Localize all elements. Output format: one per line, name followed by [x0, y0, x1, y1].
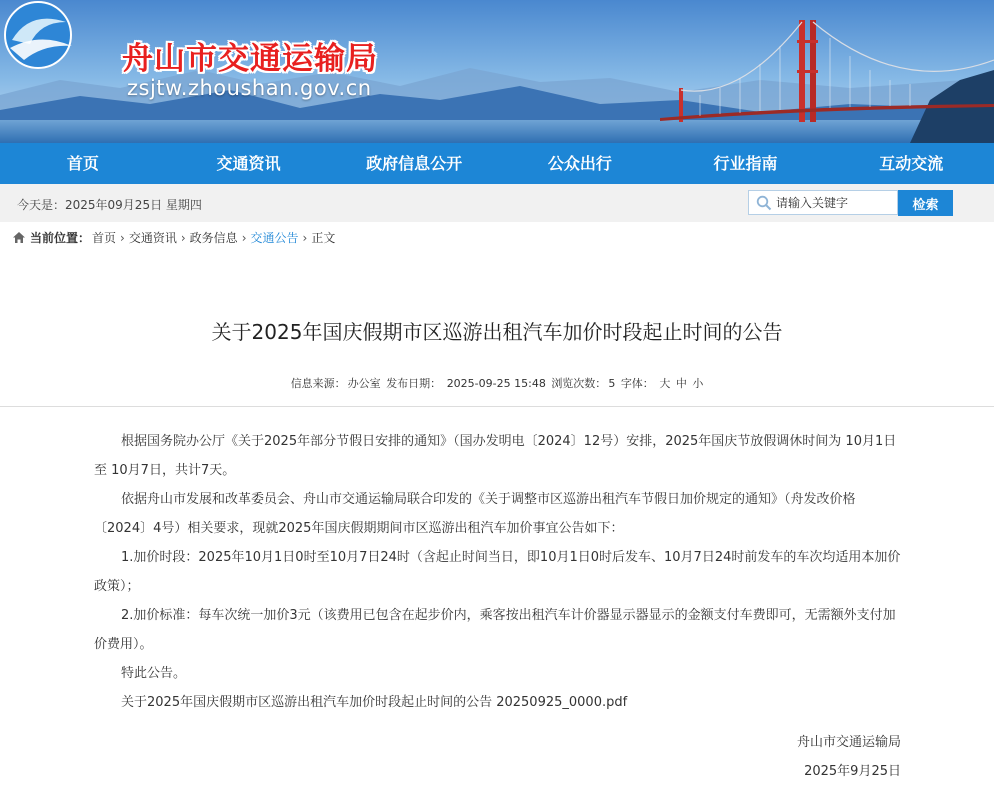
today-date: 今天是：2025年09月25日 星期四	[17, 198, 202, 212]
breadcrumb-link-home[interactable]: 首页	[92, 231, 117, 245]
site-title: 舟山市交通运输局	[122, 41, 378, 77]
signature-org: 舟山市交通运输局	[796, 735, 901, 750]
meta-source-label: 信息来源：	[290, 377, 346, 390]
main-nav	[0, 143, 994, 184]
search-box	[748, 190, 898, 215]
nav-item-gov-info[interactable]: 政府信息公开	[366, 154, 463, 173]
signature-date: 2025年9月25日	[804, 764, 901, 779]
article-meta	[0, 375, 994, 391]
meta-views: 5	[608, 377, 616, 390]
nav-item-home[interactable]: 首页	[66, 154, 99, 173]
breadcrumb-label: 当前位置：	[30, 231, 91, 245]
font-size-large-button[interactable]: 大	[659, 377, 671, 390]
article-paragraph: 依据舟山市发展和改革委员会、舟山市交通运输局联合印发的《关于调整市区巡游出租汽车节假日加价规定的通知》（舟发改价格〔2024〕4号）相关要求，现就2025年国庆假期期间市区巡游出租汽车加价事宜公告如下：	[94, 492, 856, 536]
breadcrumb-current: 正文	[311, 231, 336, 245]
header-banner	[0, 0, 994, 143]
breadcrumb-separator: ›	[180, 230, 186, 245]
breadcrumb-separator: ›	[302, 230, 308, 245]
meta-date: 2025-09-25 15:48	[446, 377, 546, 390]
nav-item-interaction[interactable]: 互动交流	[879, 154, 944, 173]
article-paragraph: 1.加价时段：2025年10月1日0时至10月7日24时（含起止时间当日，即10月1日0时后发车、10月7日24时前发车的车次均适用本加价政策）；	[94, 550, 901, 594]
meta-date-label: 发布日期：	[386, 377, 442, 390]
breadcrumb-link-notices[interactable]: 交通公告	[250, 231, 299, 245]
signature	[797, 728, 901, 786]
breadcrumb-separator: ›	[241, 230, 247, 245]
home-icon	[12, 231, 26, 244]
breadcrumb-link-gov-affairs[interactable]: 政务信息	[189, 231, 238, 245]
nav-item-industry-guide[interactable]: 行业指南	[713, 154, 778, 173]
breadcrumb-link-traffic-news[interactable]: 交通资讯	[128, 231, 177, 245]
breadcrumb-separator: ›	[120, 230, 125, 245]
article-paragraph: 特此公告。	[121, 666, 187, 681]
article-body	[94, 427, 906, 717]
search-icon	[756, 195, 772, 211]
article-paragraph: 根据国务院办公厅《关于2025年部分节假日安排的通知》（国办发明电〔2024〕12号）安排，2025年国庆节放假调休时间为 10月1日至 10月7日，共计7天。	[94, 434, 897, 478]
nav-item-traffic-news[interactable]: 交通资讯	[216, 154, 281, 173]
meta-source: 办公室	[347, 377, 381, 390]
site-domain: zsjtw.zhoushan.gov.cn	[127, 76, 372, 100]
bureau-logo-icon	[0, 0, 78, 70]
meta-views-label: 浏览次数：	[551, 377, 607, 390]
header-divider	[0, 406, 994, 407]
article-paragraph: 2.加价标准：每车次统一加价3元（该费用已包含在起步价内，乘客按出租汽车计价器显示器显示的金额支付车费即可，无需额外支付加价费用）。	[94, 608, 896, 652]
nav-item-public-travel[interactable]: 公众出行	[547, 154, 612, 173]
font-size-medium-button[interactable]: 中	[675, 377, 687, 390]
breadcrumb	[12, 229, 335, 246]
search-input[interactable]	[776, 192, 896, 213]
search-button[interactable]: 检索	[898, 190, 953, 216]
article-title: 关于2025年国庆假期市区巡游出租汽车加价时段起止时间的公告	[211, 320, 783, 344]
meta-font-label: 字体：	[620, 377, 654, 390]
font-size-small-button[interactable]: 小	[692, 377, 704, 390]
attachment-link[interactable]: 关于2025年国庆假期市区巡游出租汽车加价时段起止时间的公告 20250925_0000.pdf	[121, 695, 628, 710]
